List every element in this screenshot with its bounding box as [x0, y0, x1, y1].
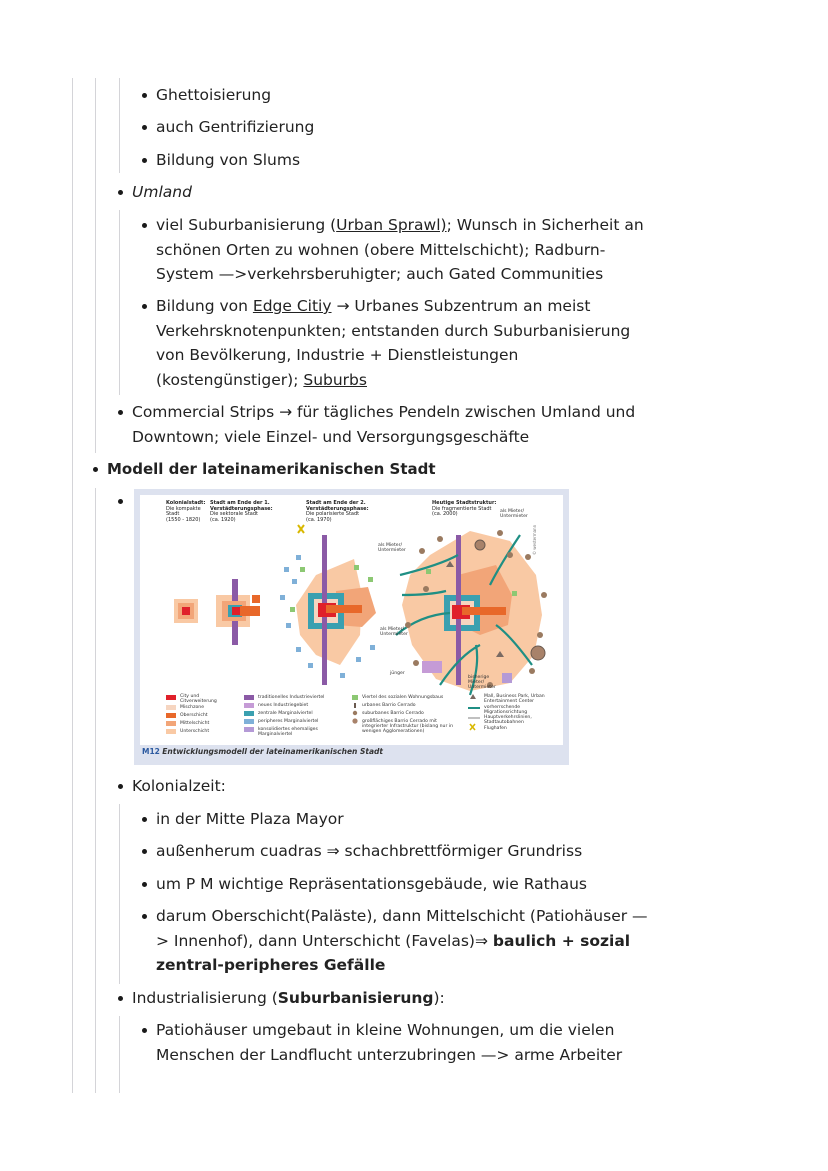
text-segment: viel Suburbanisierung (: [156, 216, 337, 234]
bullet: [142, 93, 147, 98]
col-sub-text: Die fragmentierte Stadt: [432, 505, 492, 512]
legend-label: traditionelles Industrieviertel: [258, 695, 325, 700]
bullet: [118, 410, 123, 415]
legend-label: zentrale Marginalviertel: [258, 711, 313, 716]
indent-guide-7: [119, 1016, 120, 1093]
legend-label: urbanes Barrio Cerrado: [362, 703, 416, 708]
text-segment: Verkehrsknotenpunkten; entstanden durch Suburbanisierung: [156, 321, 631, 340]
indent-guide-4: [119, 210, 120, 395]
list-item: Bildung von Slums: [156, 151, 301, 169]
list-item-patiohaeuser: [156, 1018, 676, 1067]
list-item: auch Gentrifizierung: [156, 118, 315, 136]
map-colonial: [174, 599, 198, 623]
text-segment: ; Wunsch in Sicherheit an: [446, 216, 644, 234]
bullet: [118, 996, 123, 1001]
list-item: außenherum cuadras ⇒ schachbrettförmiger Grundriss: [156, 842, 583, 860]
indent-guide-3: [119, 78, 120, 173]
figure-panel: [140, 495, 563, 745]
text-segment: darum Oberschicht(Paläste), dann Mittelschicht (Patiohäuser —: [156, 907, 648, 925]
legend-label: großflächiges Barrio Cerrado mit integrierter Infrastruktur (bislang nur in wenigen Agglomerationen): [362, 719, 454, 734]
map-fragmented: [396, 530, 547, 695]
col-title-text: Heutige Stadtstruktur:: [432, 500, 497, 506]
list-item-umland: Umland: [132, 183, 192, 201]
legend-label: Hauptverkehrslinien, Stadtautobahnen: [484, 715, 532, 725]
label-mieter-3: als Mieter/ Untermieter: [380, 627, 408, 637]
section-heading: Modell der lateinamerikanischen Stadt: [107, 460, 436, 478]
text-bold: Suburbanisierung: [277, 989, 434, 1007]
bullet: [142, 158, 147, 163]
publisher-mark: © westermann: [532, 524, 537, 555]
legend-label: Mall, Business Park, Urban Entertainment Center: [484, 694, 545, 704]
text-segment: > Innenhof), dann Unterschicht (Favelas)⇒: [156, 931, 493, 950]
list-item-suburbanisierung: [156, 213, 676, 287]
text-bold: zentral-peripheres Gefälle: [156, 956, 386, 974]
link-edge-city[interactable]: Edge Citiy: [252, 297, 332, 315]
bullet: [142, 1028, 147, 1033]
text-segment: ):: [433, 989, 445, 1007]
list-item-edge-city: [156, 294, 676, 392]
legend-label: konsolidiertes ehemaliges Marginalviertel: [258, 727, 318, 737]
caption-title: Entwicklungsmodell der lateinamerikanischen Stadt: [162, 747, 383, 756]
legend-label: City und Citverweiterung: [180, 694, 217, 704]
bullet: [142, 304, 147, 309]
text-segment: Downtown; viele Einzel- und Versorgungsgeschäfte: [132, 427, 530, 446]
list-item-social-gradient: [156, 904, 676, 978]
label-juenger: jünger: [390, 671, 405, 676]
label-mieter-1: als Mieter/ Untermieter: [378, 543, 406, 553]
legend-label: neues Industriegebiet: [258, 703, 309, 708]
list-item-industrialisierung: [132, 986, 445, 1011]
map-sectoral: [216, 579, 260, 645]
col-sub-text: Die polarisierte Stadt: [306, 511, 360, 518]
text-segment: von Bevölkerung, Industrie + Dienstleistungen: [156, 346, 519, 364]
col-date-text: (ca. 2000): [432, 511, 458, 518]
link-urban-sprawl[interactable]: Urban Sprawl): [336, 216, 447, 234]
text-segment: System —>verkehrsberuhigter; auch Gated Communities: [156, 265, 604, 283]
caption-number: M12: [142, 747, 160, 756]
bullet: [142, 914, 147, 919]
bullet: [142, 223, 147, 228]
text-segment: → Urbanes Subzentrum an meist: [331, 297, 591, 315]
link-suburbs[interactable]: Suburbs: [303, 370, 367, 389]
legend-label: Flughafen: [484, 726, 507, 731]
legend-label: Unterschicht: [180, 729, 210, 734]
text-segment: Menschen der Landflucht unterzubringen —> arme Arbeiter: [156, 1045, 623, 1064]
bullet: [142, 125, 147, 130]
list-item-kolonialzeit: Kolonialzeit:: [132, 777, 226, 795]
indent-guide-1: [72, 78, 73, 1093]
col-title-text: Kolonialstadt:: [166, 500, 206, 506]
legend-label: Mittelschicht: [180, 721, 210, 726]
indent-guide-2: [95, 78, 96, 453]
legend-label: Viertel des sozialen Wohnungsbaus: [362, 695, 444, 700]
text-segment: (kostengünstiger);: [156, 370, 304, 389]
legend-label: vorherrschende Migrationsrichtung: [484, 705, 528, 715]
legend-label: suburbanes Barrio Cerrado: [362, 711, 424, 716]
text-segment: Bildung von: [156, 297, 253, 315]
legend-label: Oberschicht: [180, 713, 208, 718]
indent-guide-6: [119, 804, 120, 984]
legend-label: Mischzone: [180, 705, 205, 710]
map-polarized: [280, 525, 376, 685]
legend-label: peripheres Marginalviertel: [258, 719, 319, 724]
col-title-text: Stadt am Ende der 2. Verstädterungsphase:: [306, 500, 369, 512]
text-segment: Commercial Strips → für tägliches Pendeln zwischen Umland und: [132, 403, 636, 421]
col-sub-text: Die kompakte Stadt: [166, 505, 201, 518]
col-date-text: (1550 - 1820): [166, 516, 201, 523]
list-item: Ghettoisierung: [156, 86, 272, 104]
text-bold: baulich + sozial: [492, 931, 631, 950]
col-date-text: (ca. 1920): [210, 516, 236, 523]
list-item-commercial-strips: [132, 400, 692, 449]
bullet: [142, 882, 147, 887]
list-item: um P M wichtige Repräsentationsgebäude, wie Rathaus: [156, 875, 587, 893]
label-bisherige: bisherige Mieter/ Untermieter: [468, 675, 496, 690]
figure-latin-american-city-model: [134, 489, 569, 765]
text-segment: Patiohäuser umgebaut in kleine Wohnungen, um die vielen: [156, 1021, 615, 1039]
bullet: [118, 784, 123, 789]
col-sub-text: Die sektorale Stadt: [210, 511, 259, 518]
list-item: in der Mitte Plaza Mayor: [156, 810, 344, 828]
bullet: [118, 499, 123, 504]
label-mieter-2: als Mieter/ Untermieter: [500, 509, 528, 519]
text-segment: Industrialisierung (: [132, 989, 278, 1007]
col-title-text: Stadt am Ende der 1. Verstädterungsphase:: [210, 500, 273, 512]
bullet: [142, 849, 147, 854]
text-segment: schönen Orten zu wohnen (obere Mittelschicht); Radburn-: [156, 240, 606, 259]
indent-guide-5: [95, 488, 96, 1093]
bullet: [118, 190, 123, 195]
col-date-text: (ca. 1970): [306, 516, 332, 523]
figure-caption: [142, 747, 383, 756]
bullet: [93, 467, 98, 472]
bullet: [142, 817, 147, 822]
